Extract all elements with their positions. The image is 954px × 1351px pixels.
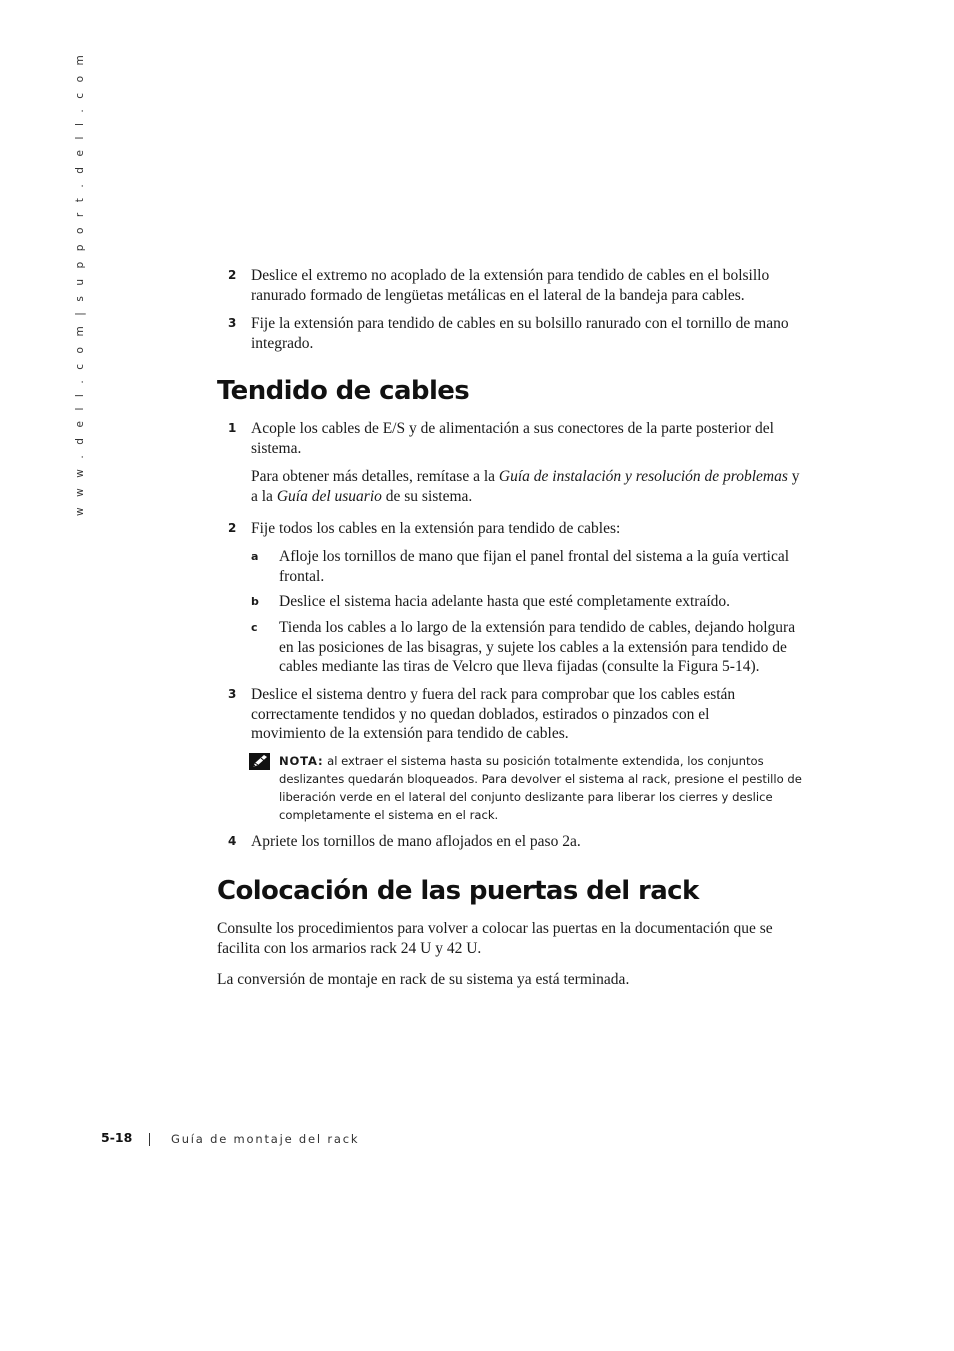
step-number: 3: [228, 316, 237, 330]
step-text: [251, 314, 789, 353]
text-line: ranurado formado de lengüetas metálicas en el lateral de la bandeja para cables.: [251, 286, 745, 304]
text-line: sistema.: [251, 439, 302, 457]
step-number: 3: [228, 687, 237, 701]
text-line: liberación verde en el lateral del conjunto deslizante para liberar los cierres y deslice: [279, 790, 773, 804]
text-line: facilita con los armarios rack 24 U y 42 U.: [217, 939, 482, 957]
page-number: 5-18: [101, 1130, 133, 1145]
substep-letter: a: [251, 550, 259, 563]
body-paragraph: La conversión de montaje en rack de su sistema ya está terminada.: [217, 971, 630, 988]
body-paragraph: [217, 919, 773, 958]
note-pencil-icon: [249, 753, 270, 770]
text-line: frontal.: [279, 567, 325, 585]
text-line: Afloje los tornillos de mano que fijan el panel frontal del sistema a la guía vertical: [279, 548, 790, 565]
step-number: 1: [228, 421, 237, 435]
text-run: y: [787, 468, 800, 485]
text-run: a la: [251, 487, 277, 505]
detail-paragraph: [251, 467, 800, 506]
step-text: Fije todos los cables en la extensión para tendido de cables:: [251, 520, 621, 537]
footer-divider: [149, 1133, 150, 1146]
step-text: [251, 266, 769, 305]
doc-reference-install: Guía de instalación y resolución de problemas: [498, 468, 788, 485]
text-line: completamente el sistema en el rack.: [279, 808, 499, 822]
step-text: [251, 685, 735, 744]
text-line: [251, 467, 800, 487]
text-line: Consulte los procedimientos para volver a colocar las puertas en la documentación que se: [217, 920, 773, 937]
doc-reference-user-guide: Guía del usuario: [276, 487, 382, 505]
substep-letter: c: [251, 621, 258, 634]
note-box: [279, 752, 824, 824]
text-line: integrado.: [251, 334, 314, 352]
text-line: en las posiciones de las bisagras, y sujete los cables a la extensión para tendido de: [279, 638, 787, 656]
step-number: 2: [228, 268, 237, 282]
substep-text: [279, 618, 795, 677]
side-url: w w w . d e l l . c o m | s u p p o r t . d e l l . c o m: [74, 51, 86, 516]
section-heading-rack-doors: Colocación de las puertas del rack: [217, 876, 699, 906]
substep-text: [279, 547, 789, 586]
text-line: deslizantes quedarán bloqueados. Para devolver el sistema al rack, presione el pestillo de: [279, 772, 802, 786]
text-line: cables mediante las tiras de Velcro que lleva fijadas (consulte la Figura 5-14).: [279, 658, 760, 675]
step-text: [251, 419, 774, 458]
text-run: al extraer el sistema hasta su posición totalmente extendida, los conjuntos: [323, 754, 764, 768]
text-line: Acople los cables de E/S y de alimentación a sus conectores de la parte posterior del: [251, 420, 774, 437]
footer-title: Guía de montaje del rack: [171, 1132, 360, 1146]
text-line: Deslice el extremo no acoplado de la extensión para tendido de cables en el bolsillo: [251, 267, 770, 284]
text-line: Tienda los cables a lo largo de la extensión para tendido de cables, dejando holgura: [279, 619, 796, 636]
text-line: correctamente tendidos y no quedan doblados, estirados o pinzados con el: [251, 705, 710, 723]
text-line: Deslice el sistema dentro y fuera del rack para comprobar que los cables están: [251, 686, 736, 703]
text-run: Para obtener más detalles, remítase a la: [251, 468, 499, 485]
text-run: de su sistema.: [381, 487, 473, 505]
text-line: movimiento de la extensión para tendido de cables.: [251, 725, 569, 742]
step-number: 4: [228, 834, 237, 848]
text-line: [279, 752, 824, 770]
text-line: Deslice el sistema hacia adelante hasta que esté completamente extraído.: [279, 593, 731, 610]
step-text: Apriete los tornillos de mano aflojados en el paso 2a.: [251, 833, 581, 850]
section-heading-cables: Tendido de cables: [217, 376, 470, 406]
step-number: 2: [228, 521, 237, 535]
substep-letter: b: [251, 595, 259, 608]
text-line: Fije la extensión para tendido de cables en su bolsillo ranurado con el tornillo de mano: [251, 315, 789, 332]
note-label: NOTA:: [279, 754, 324, 768]
text-line: [251, 487, 800, 507]
substep-text: [279, 592, 730, 612]
